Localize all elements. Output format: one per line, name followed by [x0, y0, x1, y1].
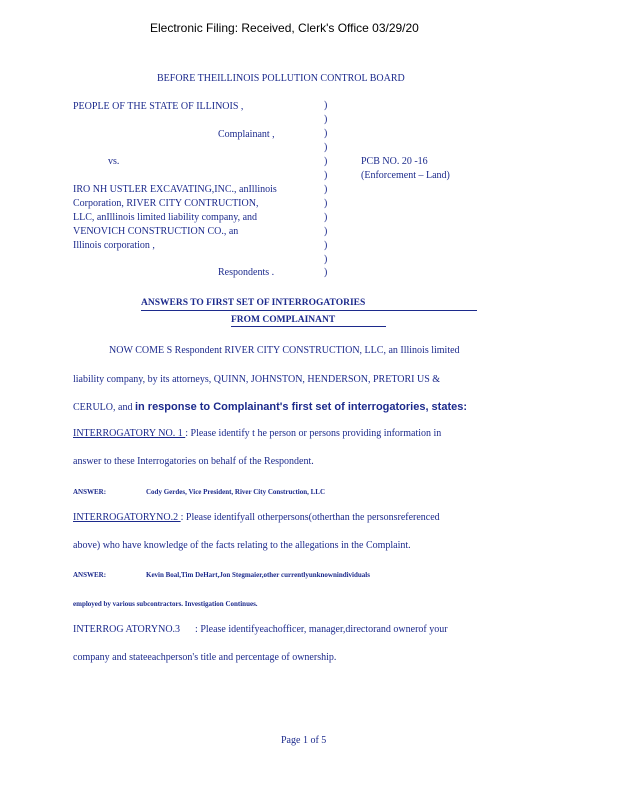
defendant-line: IRO NH USTLER EXCAVATING,INC., anIllinois — [73, 184, 277, 195]
interrogatory-3-text-cont: company and stateeachperson's title and percentage of ownership. — [73, 652, 337, 663]
caption-paren: ) — [324, 142, 328, 153]
caption-paren: ) — [324, 240, 328, 251]
answer-2-text-cont: employed by various subcontractors. Investigation Continues. — [73, 600, 258, 608]
versus-label: vs. — [108, 156, 120, 167]
case-type: (Enforcement – Land) — [361, 170, 450, 181]
interrogatory-1-text: : Please identify t he person or persons providing information in — [185, 428, 442, 439]
answer-1-label: ANSWER: — [73, 488, 107, 496]
page-number: Page 1 of 5 — [281, 735, 327, 746]
interrogatory-3-question — [73, 624, 448, 636]
caption-paren: ) — [324, 184, 328, 195]
defendant-line: Corporation, RIVER CITY CONTRUCTION, — [73, 198, 259, 209]
interrogatory-3-label: INTERROG ATORYNO.3 — [73, 624, 181, 635]
interrogatory-2-text: : Please identifyall otherpersons(otherthan the personsreferenced — [180, 512, 440, 523]
caption-paren: ) — [324, 267, 328, 278]
board-heading: BEFORE THEILLINOIS POLLUTION CONTROL BOARD — [157, 73, 405, 84]
caption-paren: ) — [324, 170, 328, 181]
caption-paren: ) — [324, 100, 328, 111]
answer-2-label: ANSWER: — [73, 571, 107, 579]
caption-paren: ) — [324, 198, 328, 209]
title-underline — [141, 310, 477, 311]
interrogatory-2-question — [73, 512, 440, 524]
respondents-label: Respondents . — [218, 267, 275, 278]
answer-1-text: Cody Gerdes, Vice President, River City Construction, LLC — [146, 488, 326, 496]
interrogatory-1-text-cont: answer to these Interrogatories on behalf of the Respondent. — [73, 456, 314, 467]
case-number: PCB NO. 20 -16 — [361, 156, 428, 167]
defendant-line: VENOVICH CONSTRUCTION CO., an — [73, 226, 239, 237]
caption-paren: ) — [324, 212, 328, 223]
title-underline — [231, 326, 386, 327]
interrogatory-1-label: INTERROGATORY NO. 1 — [73, 428, 186, 439]
document-title-line1: ANSWERS TO FIRST SET OF INTERROGATORIES — [141, 298, 366, 308]
intro-line-bold: in response to Complainant's first set of interrogatories, states: — [134, 401, 468, 413]
defendant-line: Illinois corporation , — [73, 240, 155, 251]
plaintiff-name: PEOPLE OF THE STATE OF ILLINOIS , — [73, 101, 244, 112]
intro-line: NOW COME S Respondent RIVER CITY CONSTRUCTION, LLC, an Illinois limited — [109, 345, 460, 356]
interrogatory-1-question — [73, 428, 441, 440]
caption-paren: ) — [324, 114, 328, 125]
complainant-label: Complainant , — [218, 129, 275, 140]
interrogatory-3-text: : Please identifyeachofficer, manager,directorand ownerof your — [195, 624, 448, 635]
answer-2-text: Kevin Boal,Tim DeHart,Jon Stegmaier,other currentlyunknownindividuals — [146, 571, 370, 579]
intro-line-plain: CERULO, and — [73, 402, 133, 413]
interrogatory-2-text-cont: above) who have knowledge of the facts relating to the allegations in the Complaint. — [73, 540, 411, 551]
defendant-line: LLC, anIllinois limited liability company, and — [73, 212, 258, 223]
caption-paren: ) — [324, 254, 328, 265]
intro-line — [73, 401, 467, 414]
caption-paren: ) — [324, 226, 328, 237]
filing-stamp: Electronic Filing: Received, Clerk's Office 03/29/20 — [150, 21, 419, 35]
caption-paren: ) — [324, 128, 328, 139]
caption-paren: ) — [324, 156, 328, 167]
interrogatory-2-label: INTERROGATORYNO.2 — [73, 512, 181, 523]
intro-line: liability company, by its attorneys, QUINN, JOHNSTON, HENDERSON, PRETORI US & — [73, 374, 441, 385]
document-title-line2: FROM COMPLAINANT — [231, 315, 336, 325]
